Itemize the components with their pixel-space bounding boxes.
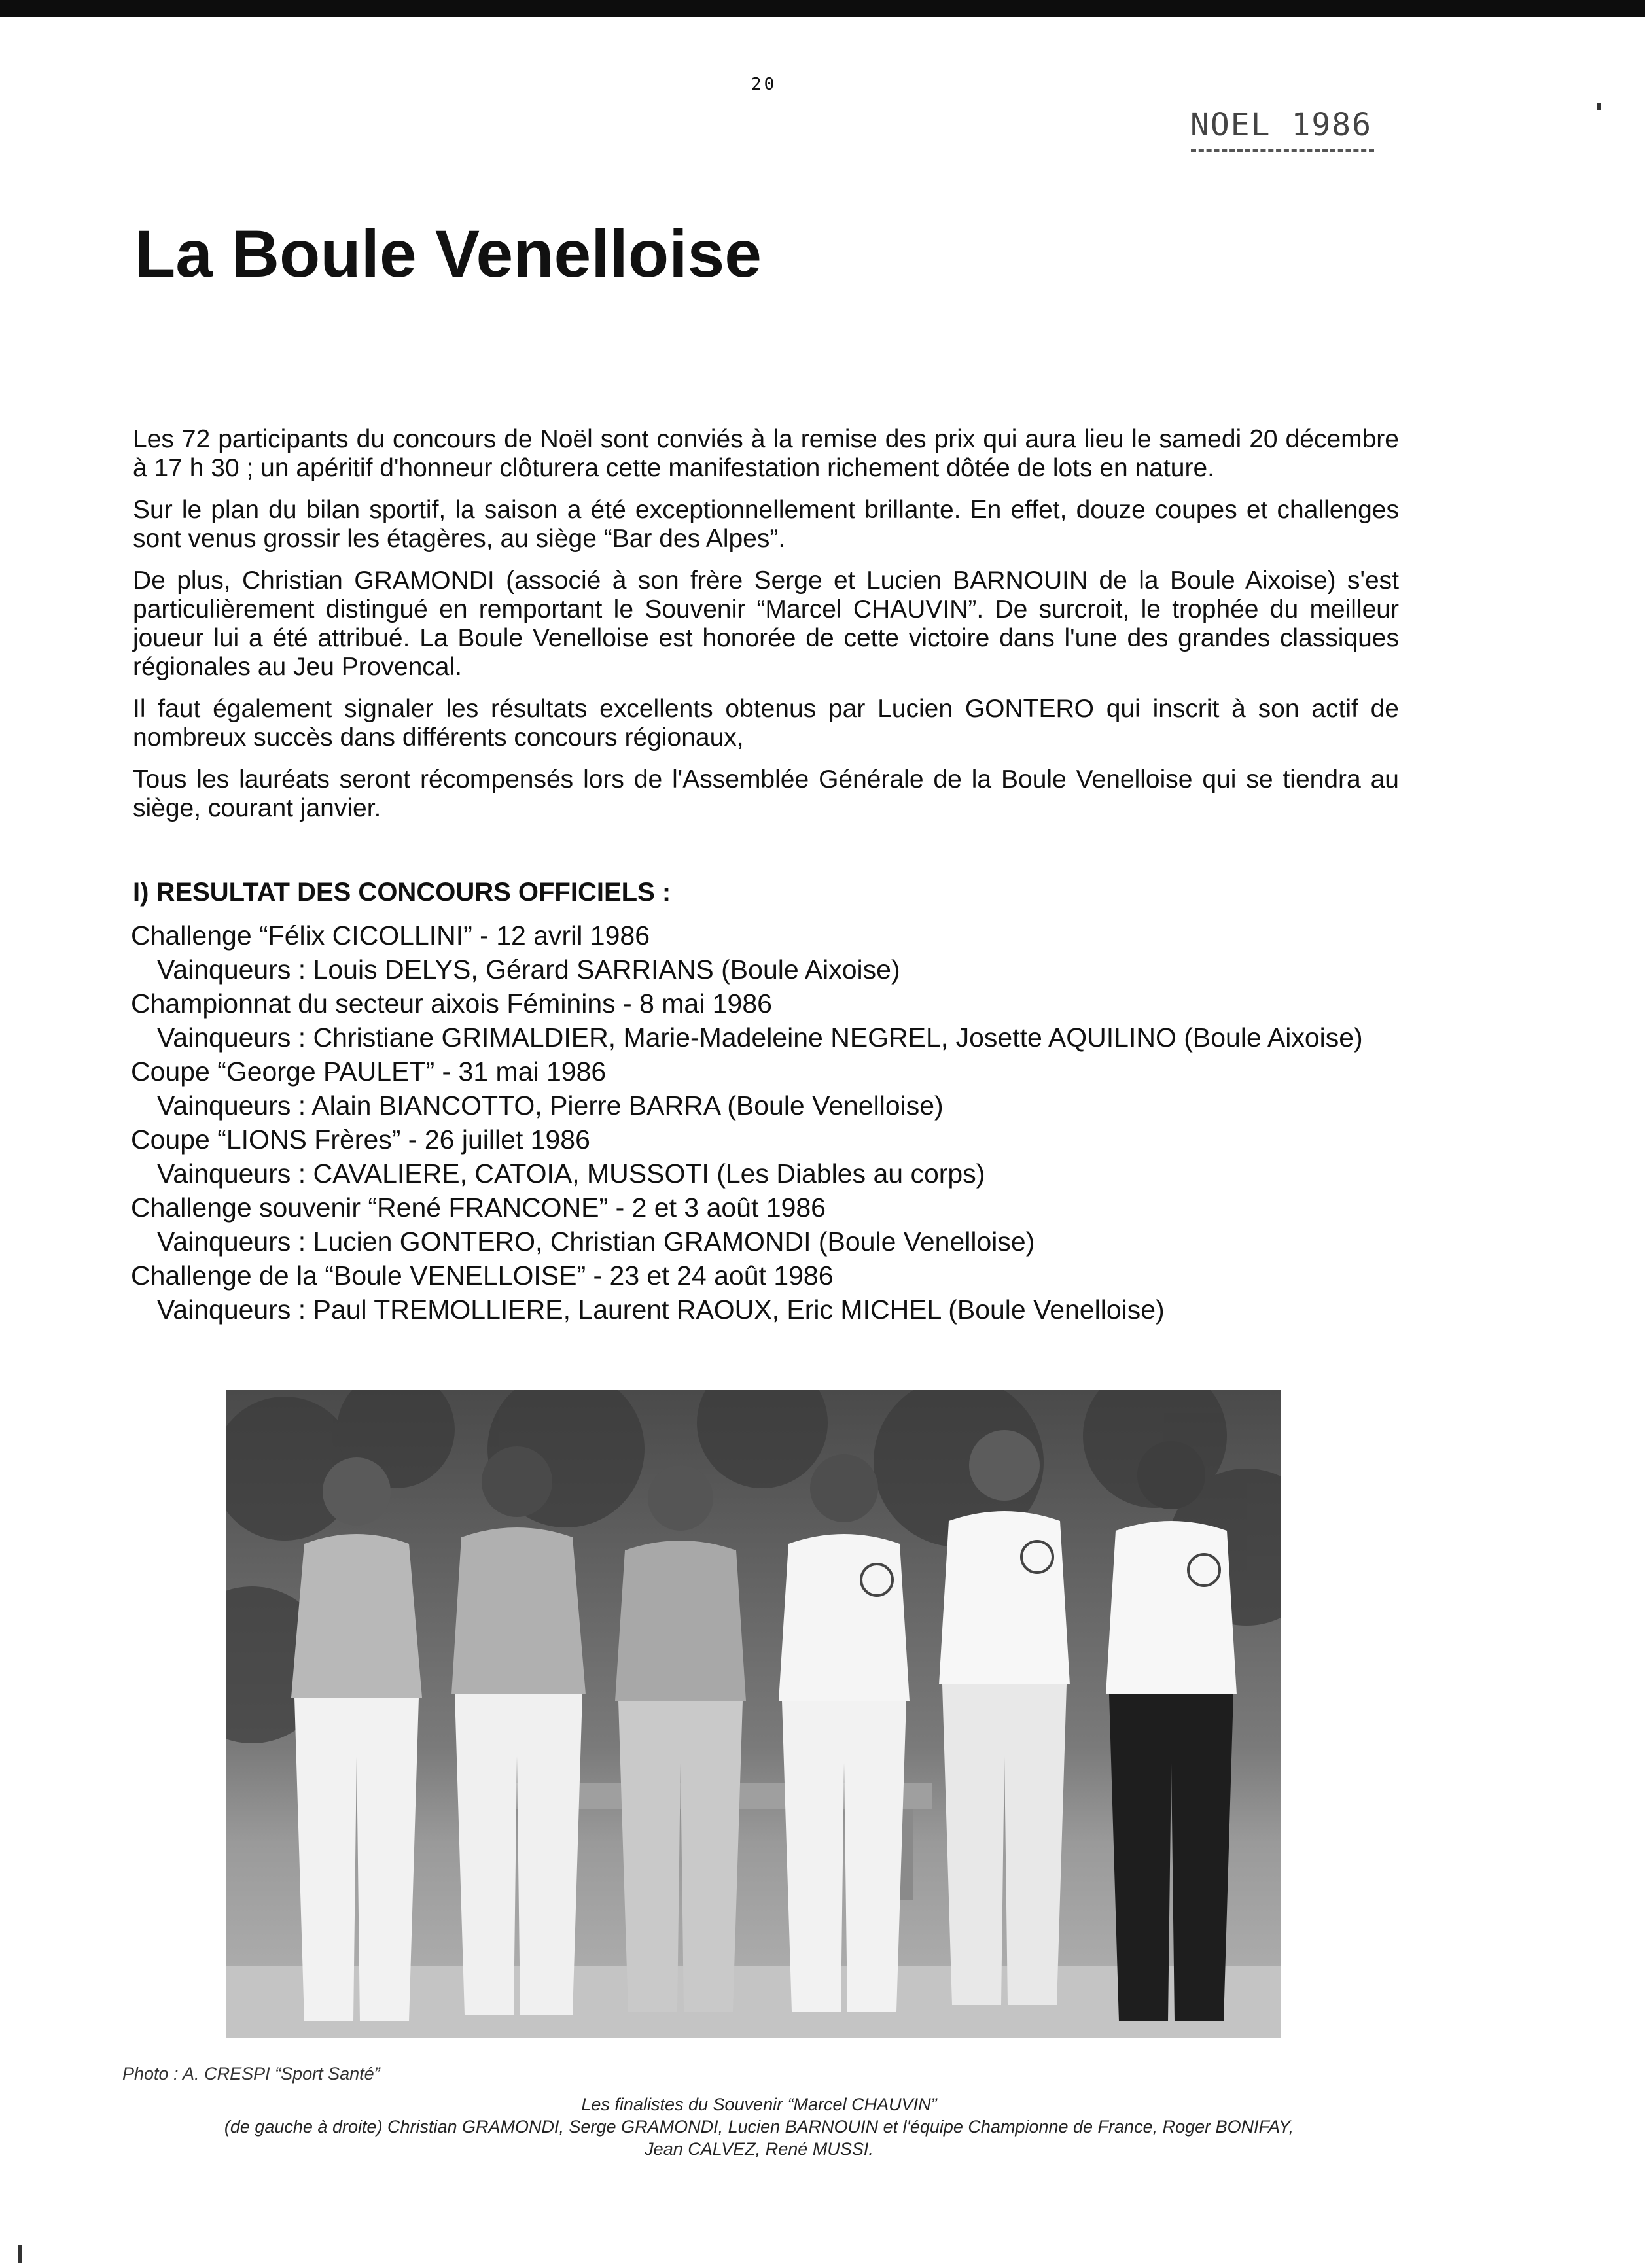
paragraph: Tous les lauréats seront récompensés lors de l'Assemblée Générale de la Boule Venelloise qui se tiendra au siège, courant janvier. [133,765,1399,822]
result-item [131,1191,1407,1259]
result-item [131,986,1407,1055]
results-list [131,918,1407,1327]
result-winners: Vainqueurs : Lucien GONTERO, Christian GRAMONDI (Boule Venelloise) [157,1227,1035,1257]
paragraph: Les 72 participants du concours de Noël sont conviés à la remise des prix qui aura lieu le samedi 20 décembre à 17 h 30 ; un apéritif d'honneur clôturera cette manifestation richement dôtée de lots en nature. [133,425,1399,482]
article-title: La Boule Venelloise [135,217,762,291]
result-item [131,1259,1407,1327]
team-photo [226,1390,1281,2038]
result-item [131,1123,1407,1191]
caption-line: Les finalistes du Souvenir “Marcel CHAUVIN” [581,2095,937,2114]
result-item [131,918,1407,986]
result-winners: Vainqueurs : Louis DELYS, Gérard SARRIANS (Boule Aixoise) [157,954,900,985]
result-event: Coupe “George PAULET” - 31 mai 1986 [131,1056,607,1087]
photo-caption [105,2093,1413,2160]
result-winners: Vainqueurs : Paul TREMOLLIERE, Laurent RAOUX, Eric MICHEL (Boule Venelloise) [157,1295,1165,1325]
result-event: Challenge de la “Boule VENELLOISE” - 23 et 24 août 1986 [131,1261,834,1291]
scan-speck [1597,103,1601,110]
result-event: Coupe “LIONS Frères” - 26 juillet 1986 [131,1125,590,1155]
paragraph: De plus, Christian GRAMONDI (associé à son frère Serge et Lucien BARNOUIN de la Boule Aixoise) s'est particulièrement distingué en remportant le Souvenir “Marcel CHAUVIN”. De surcroit, le trophée du meilleur joueur lui a été attribué. La Boule Venelloise est honorée de cette victoire dans l'une des grandes classiques régionales au Jeu Provencal. [133,567,1399,681]
caption-line: (de gauche à droite) Christian GRAMONDI, Serge GRAMONDI, Lucien BARNOUIN et l'équipe Championne de France, Roger BONIFAY, [224,2117,1294,2137]
results-heading: I) RESULTAT DES CONCOURS OFFICIELS : [133,878,671,907]
paragraph: Il faut également signaler les résultats excellents obtenus par Lucien GONTERO qui inscrit à son actif de nombreux succès dans différents concours régionaux, [133,695,1399,752]
result-event: Championnat du secteur aixois Féminins - 8 mai 1986 [131,988,772,1019]
result-winners: Vainqueurs : Christiane GRIMALDIER, Marie-Madeleine NEGREL, Josette AQUILINO (Boule Aixoise) [157,1022,1363,1053]
result-event: Challenge souvenir “René FRANCONE” - 2 et 3 août 1986 [131,1193,826,1223]
paragraph: Sur le plan du bilan sportif, la saison a été exceptionnellement brillante. En effet, douze coupes et challenges sont venus grossir les étagères, au siège “Bar des Alpes”. [133,496,1399,553]
issue-tag: NOEL 1986 [1190,107,1373,143]
scan-top-border [0,0,1645,17]
result-winners: Vainqueurs : Alain BIANCOTTO, Pierre BARRA (Boule Venelloise) [157,1090,944,1121]
result-winners: Vainqueurs : CAVALIERE, CATOIA, MUSSOTI (Les Diables au corps) [157,1159,985,1189]
page-number: 20 [751,75,777,94]
issue-underline [1191,149,1374,152]
scan-speck [18,2245,22,2263]
photo-credit: Photo : A. CRESPI “Sport Santé” [122,2064,380,2084]
team-photo-illustration [226,1390,1281,2038]
article-body [133,425,1399,836]
result-item [131,1055,1407,1123]
result-event: Challenge “Félix CICOLLINI” - 12 avril 1986 [131,920,650,951]
caption-line: Jean CALVEZ, René MUSSI. [645,2139,874,2159]
